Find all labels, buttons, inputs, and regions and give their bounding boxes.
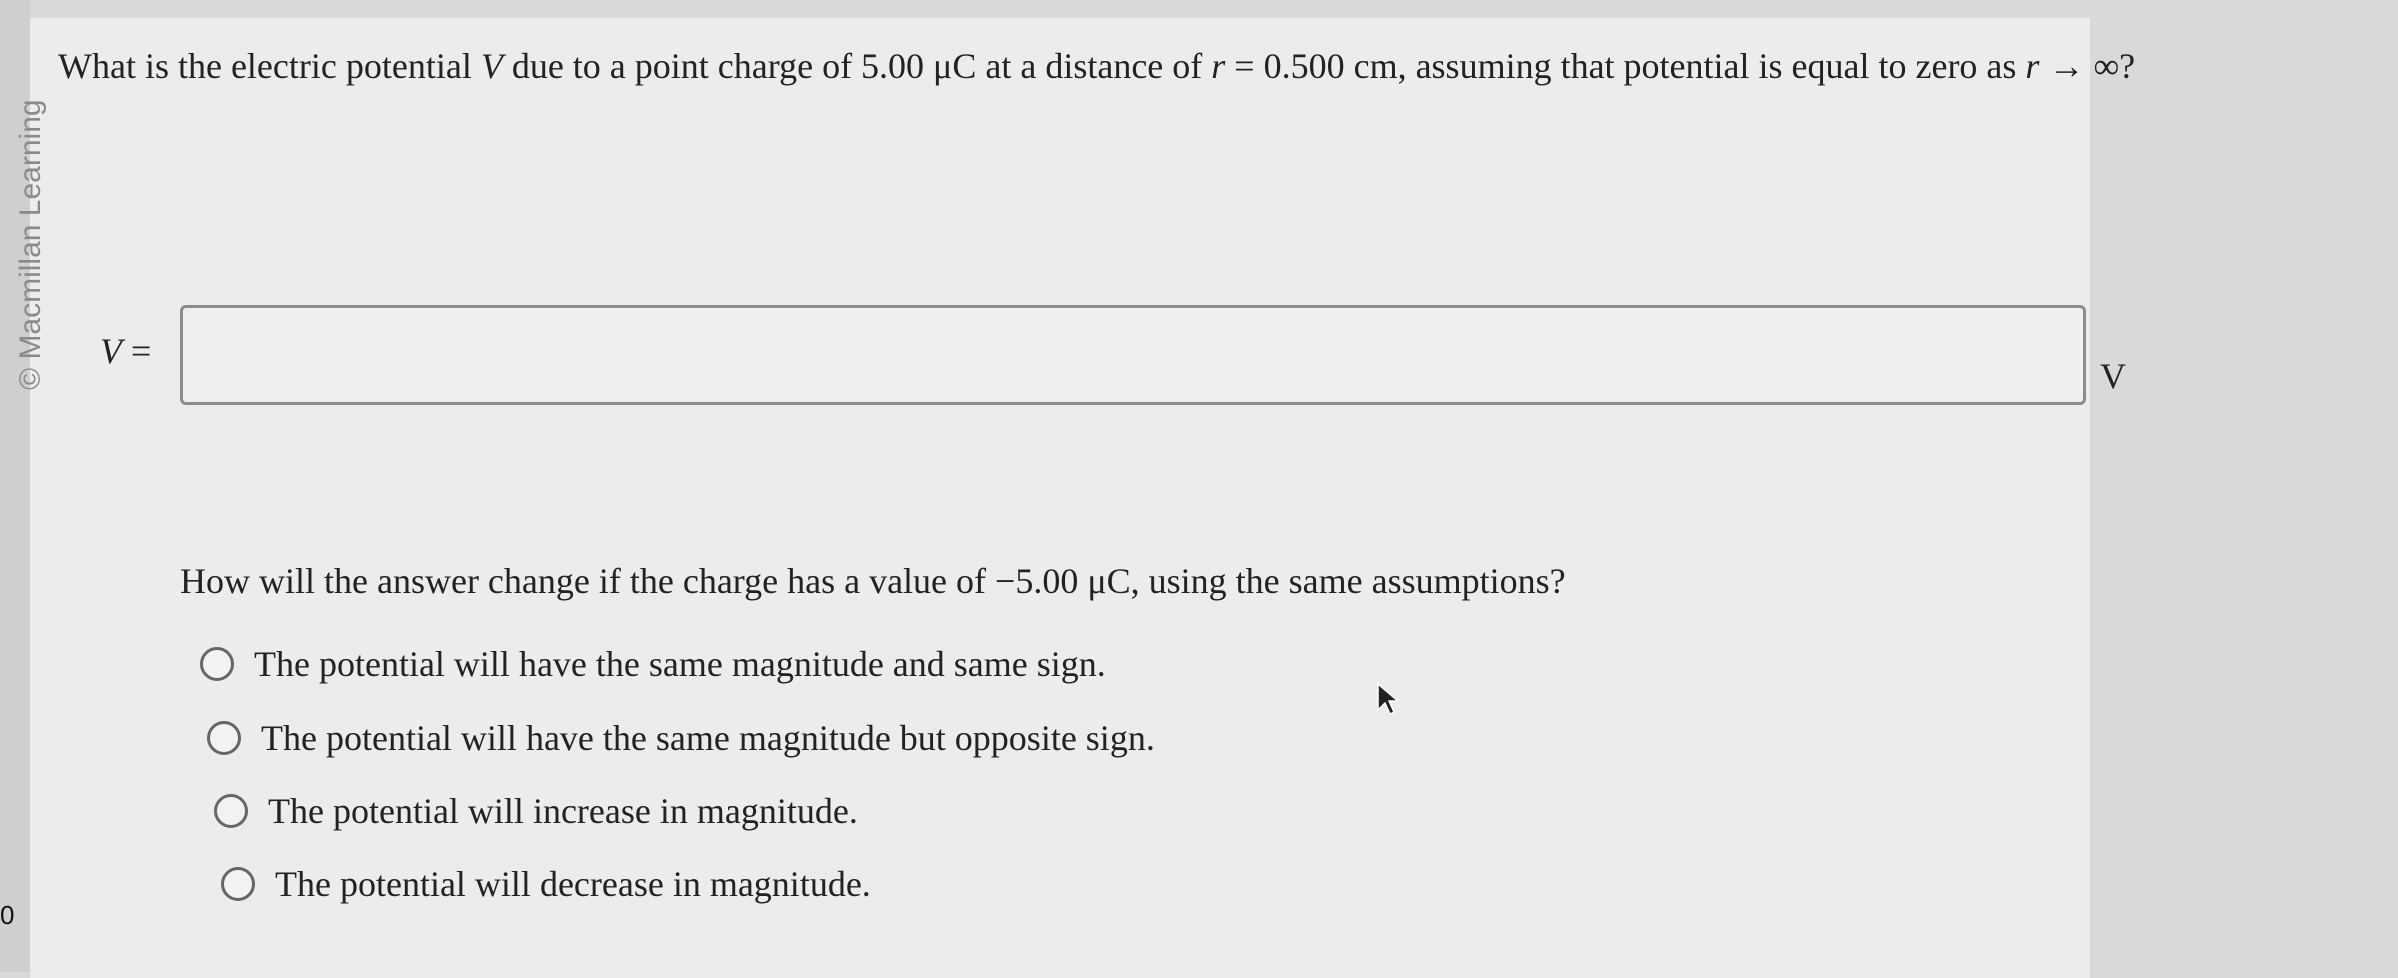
question-part2: due to a point charge of 5.00 μC at a distance of [502, 46, 1212, 86]
question-var-r2: r [2025, 46, 2040, 86]
option-same-magnitude-opposite-sign[interactable] [207, 717, 1155, 759]
option-increase-magnitude[interactable] [214, 790, 858, 832]
radio-button[interactable] [200, 647, 234, 681]
option-label: The potential will have the same magnitude but opposite sign. [261, 718, 1155, 758]
mouse-cursor-icon [1376, 682, 1402, 716]
radio-button[interactable] [214, 794, 248, 828]
question-part1: What is the electric potential [58, 46, 481, 86]
followup-question: How will the answer change if the charge has a value of −5.00 μC, using the same assumptions? [180, 561, 1566, 601]
radio-button[interactable] [221, 867, 255, 901]
gutter-number: 0 [0, 900, 15, 930]
question-var-r: r [1211, 46, 1226, 86]
option-label: The potential will have the same magnitude and same sign. [254, 644, 1106, 684]
potential-answer-input[interactable] [180, 305, 2086, 405]
question-var-v: V [480, 46, 503, 86]
answer-label [100, 330, 151, 372]
option-label: The potential will increase in magnitude. [268, 791, 858, 831]
question-panel [30, 18, 2090, 978]
answer-unit: V [2100, 356, 2126, 396]
answer-label-var: V [100, 331, 122, 371]
question-text [58, 38, 2178, 94]
question-part3: = 0.500 cm, assuming that potential is equal to zero as [1225, 46, 2026, 86]
option-label: The potential will decrease in magnitude. [275, 864, 871, 904]
question-part4: → ∞? [2039, 46, 2136, 86]
option-same-magnitude-same-sign[interactable] [200, 643, 1106, 685]
answer-label-eq: = [122, 331, 152, 371]
option-decrease-magnitude[interactable] [221, 863, 871, 905]
radio-button[interactable] [207, 721, 241, 755]
copyright-watermark: © Macmillan Learning [14, 99, 47, 390]
